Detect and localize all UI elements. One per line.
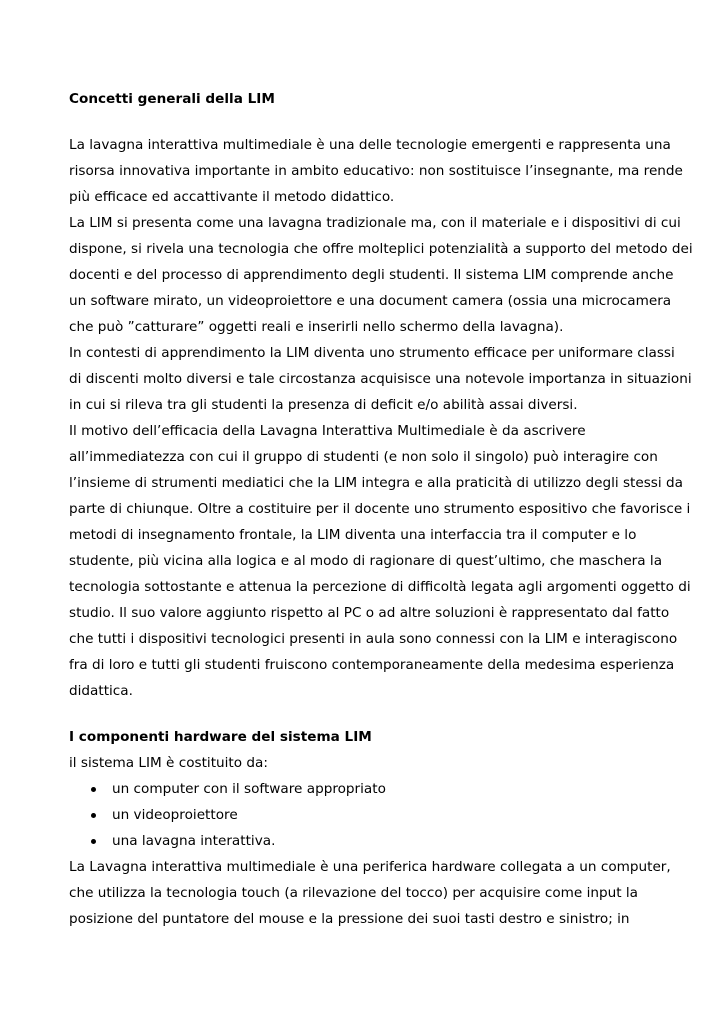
spacer (69, 704, 669, 724)
text-line: metodi di insegnamento frontale, la LIM diventa una interfaccia tra il computer e lo (69, 527, 637, 543)
text-line: Il motivo dell’efficacia della Lavagna Interattiva Multimediale è da ascrivere (69, 423, 586, 439)
bullet-icon (91, 839, 96, 844)
text-line: che tutti i dispositivi tecnologici presenti in aula sono connessi con la LIM e interagiscono (69, 631, 678, 647)
components-list (69, 776, 669, 854)
section-heading-componenti: I componenti hardware del sistema LIM (69, 729, 372, 745)
list-item-label: una lavagna interattiva. (112, 833, 276, 849)
section1-body (69, 132, 693, 704)
text-line: che può ”catturare” oggetti reali e inserirli nello schermo della lavagna). (69, 319, 564, 335)
text-line: La Lavagna interattiva multimediale è una periferica hardware collegata a un computer, (69, 859, 671, 875)
text-line: più efficace ed accattivante il metodo didattico. (69, 189, 395, 205)
section2-body (69, 854, 669, 932)
text-line: di discenti molto diversi e tale circostanza acquisisce una notevole importanza in situazioni (69, 371, 692, 387)
text-line: all’immediatezza con cui il gruppo di studenti (e non solo il singolo) può interagire con (69, 449, 658, 465)
text-line: docenti e del processo di apprendimento degli studenti. Il sistema LIM comprende anche (69, 267, 674, 283)
text-line: dispone, si rivela una tecnologia che offre molteplici potenzialità a supporto del metodo dei (69, 241, 693, 257)
list-item-label: un videoproiettore (112, 807, 238, 823)
text-line: studio. Il suo valore aggiunto rispetto al PC o ad altre soluzioni è rappresentato dal fatto (69, 605, 670, 621)
document-page (69, 86, 693, 932)
spacer (69, 112, 669, 132)
list-item (69, 776, 669, 802)
text-line: La LIM si presenta come una lavagna tradizionale ma, con il materiale e i dispositivi di cui (69, 215, 681, 231)
text-line: tecnologia sottostante e attenua la percezione di difficoltà legata agli argomenti oggetto di (69, 579, 691, 595)
text-line: In contesti di apprendimento la LIM diventa uno strumento efficace per uniformare classi (69, 345, 675, 361)
text-line: l’insieme di strumenti mediatici che la LIM integra e alla praticità di utilizzo degli stessi da (69, 475, 683, 491)
list-item (69, 802, 669, 828)
text-line: posizione del puntatore del mouse e la pressione dei suoi tasti destro e sinistro; in (69, 911, 630, 927)
text-line: un software mirato, un videoproiettore e una document camera (ossia una microcamera (69, 293, 672, 309)
list-item-label: un computer con il software appropriato (112, 781, 386, 797)
text-line: che utilizza la tecnologia touch (a rilevazione del tocco) per acquisire come input la (69, 885, 638, 901)
bullet-icon (91, 813, 96, 818)
text-line: didattica. (69, 683, 133, 699)
bullet-icon (91, 787, 96, 792)
text-line: in cui si rileva tra gli studenti la presenza di deficit e/o abilità assai diversi. (69, 397, 578, 413)
list-intro: il sistema LIM è costituito da: (69, 755, 268, 771)
text-line: risorsa innovativa importante in ambito educativo: non sostituisce l’insegnante, ma rende (69, 163, 683, 179)
text-line: studente, più vicina alla logica e al modo di ragionare di quest’ultimo, che maschera la (69, 553, 663, 569)
list-item (69, 828, 669, 854)
text-line: La lavagna interattiva multimediale è una delle tecnologie emergenti e rappresenta una (69, 137, 671, 153)
section-heading-concetti: Concetti generali della LIM (69, 91, 275, 107)
text-line: fra di loro e tutti gli studenti fruiscono contemporaneamente della medesima esperienza (69, 657, 675, 673)
text-line: parte di chiunque. Oltre a costituire per il docente uno strumento espositivo che favorisce i (69, 501, 691, 517)
